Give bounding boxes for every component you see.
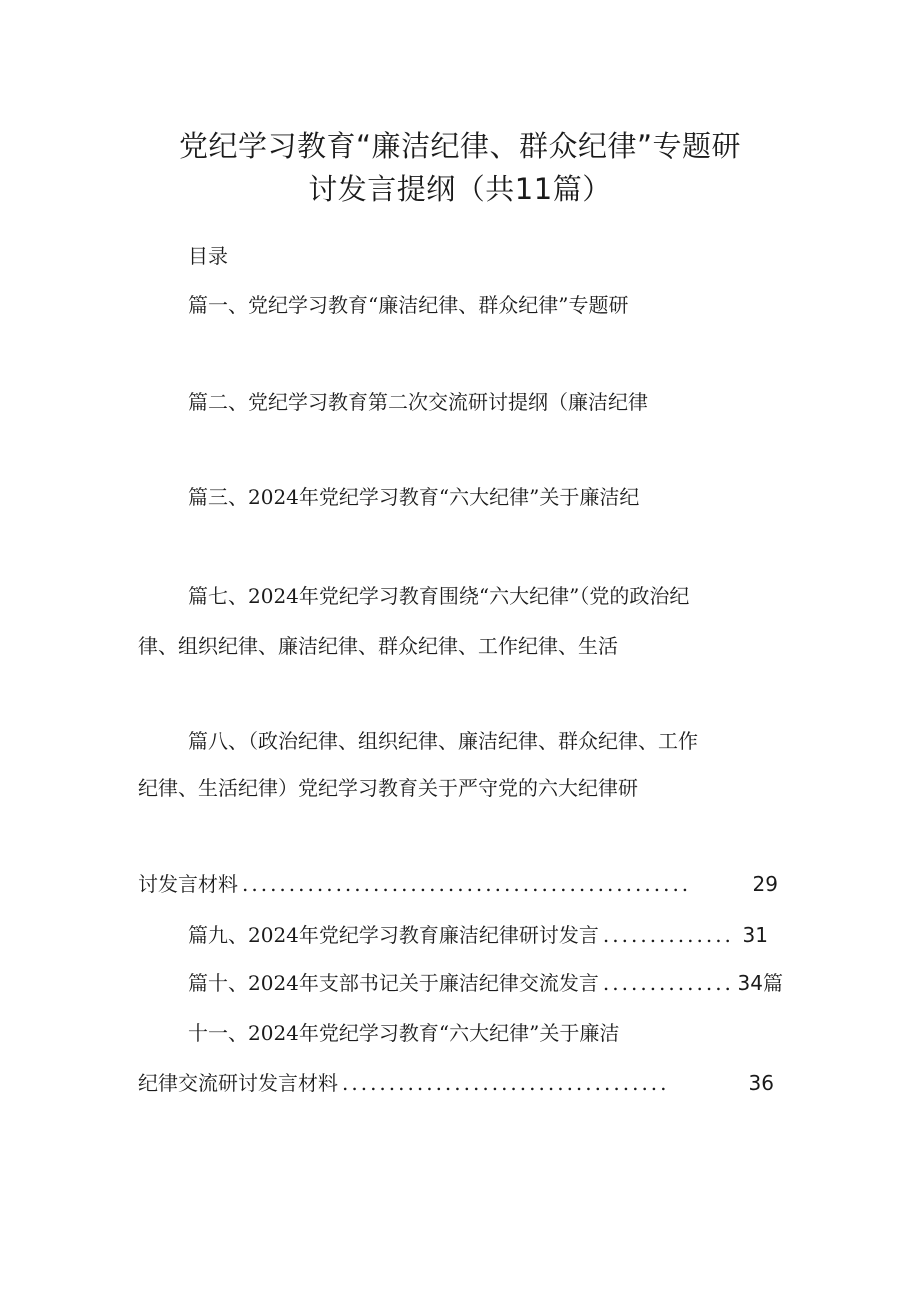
toc-entry-2[interactable]: 篇二、党纪学习教育第二次交流研讨提纲（廉洁纪律 — [188, 390, 648, 414]
document-title-line-1: 党纪学习教育“廉洁纪律、群众纪律”专题研 — [178, 129, 742, 163]
toc-entry-11-leader: ................................... — [342, 1073, 670, 1093]
toc-entry-8-line-1[interactable]: 篇八、（政治纪律、组织纪律、廉洁纪律、群众纪律、工作 — [188, 729, 698, 753]
toc-entry-7-line-1[interactable]: 篇七、2024年党纪学习教育围绕“六大纪律”（党的政治纪 — [188, 584, 690, 608]
toc-entry-11-text: 纪律交流研讨发言材料 — [138, 1071, 338, 1095]
toc-heading: 目录 — [188, 244, 228, 268]
toc-entry-10-text: 篇十、2024年支部书记关于廉洁纪律交流发言 — [188, 971, 599, 995]
toc-entry-9-page: 31 — [742, 923, 768, 947]
toc-entry-11-line-1[interactable]: 十一、2024年党纪学习教育“六大纪律”关于廉洁 — [188, 1021, 620, 1045]
toc-entry-9[interactable] — [188, 925, 768, 945]
toc-entry-10-page: 34篇 — [737, 971, 783, 995]
toc-entry-11-page: 36 — [748, 1071, 774, 1095]
toc-entry-8-text: 讨发言材料 — [138, 872, 238, 896]
toc-entry-10[interactable] — [188, 973, 783, 993]
toc-entry-8-leader: ................................................ — [242, 874, 692, 894]
toc-entry-9-leader: .............. — [602, 925, 734, 945]
toc-entry-7-line-2[interactable]: 律、组织纪律、廉洁纪律、群众纪律、工作纪律、生活 — [138, 634, 618, 658]
toc-entry-8-line-3[interactable] — [138, 874, 778, 894]
toc-entry-1[interactable]: 篇一、党纪学习教育“廉洁纪律、群众纪律”专题研 — [188, 293, 629, 317]
toc-entry-9-text: 篇九、2024年党纪学习教育廉洁纪律研讨发言 — [188, 923, 599, 947]
toc-entry-11-line-2[interactable] — [138, 1073, 774, 1093]
toc-entry-10-leader: .............. — [602, 973, 734, 993]
toc-entry-3[interactable]: 篇三、2024年党纪学习教育“六大纪律”关于廉洁纪 — [188, 485, 640, 509]
toc-entry-8-page: 29 — [752, 872, 778, 896]
document-title-line-2: 讨发言提纲（共11篇） — [308, 172, 612, 206]
toc-entry-8-line-2[interactable]: 纪律、生活纪律）党纪学习教育关于严守党的六大纪律研 — [138, 776, 638, 800]
